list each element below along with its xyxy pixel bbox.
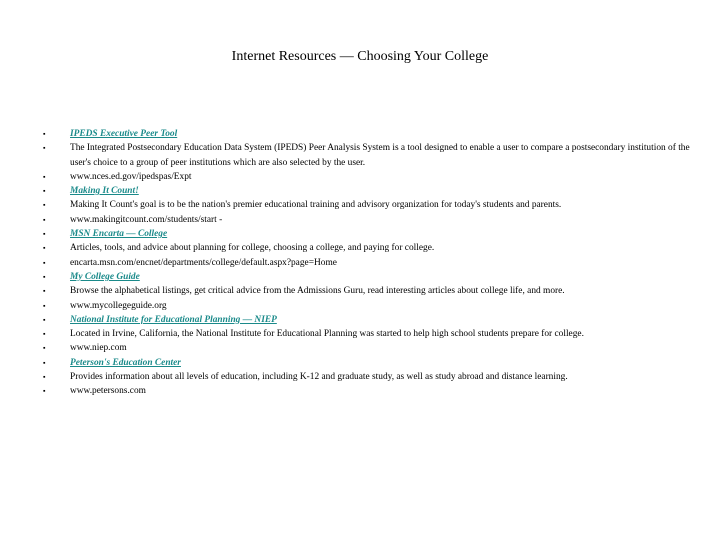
list-item [0, 341, 695, 355]
bullet-icon: ▪ [43, 358, 46, 367]
resource-link[interactable]: IPEDS Executive Peer Tool [70, 129, 178, 139]
resource-link[interactable]: MSN Encarta — College [70, 229, 168, 240]
bullet-icon: ▪ [43, 187, 46, 196]
list-item [0, 213, 695, 227]
resource-link[interactable]: National Institute for Educational Planning — NIEP [70, 314, 277, 325]
list-item [0, 384, 695, 398]
resource-link[interactable]: My College Guide [70, 271, 140, 282]
list-item [0, 198, 695, 212]
resource-url: www.mycollegeguide.org [70, 300, 167, 311]
bullet-icon: ▪ [43, 244, 46, 253]
resource-url: www.niep.com [70, 343, 127, 354]
resource-description: Articles, tools, and advice about planning for college, choosing a college, and paying for college. [70, 243, 435, 254]
list-item [0, 327, 695, 341]
resource-link[interactable]: Peterson's Education Center [70, 357, 181, 368]
resource-url: www.petersons.com [70, 386, 146, 397]
list-item [0, 241, 695, 255]
bullet-icon: ▪ [43, 344, 46, 353]
bullet-icon: ▪ [43, 215, 46, 224]
bullet-icon: ▪ [43, 144, 46, 153]
list-item [0, 284, 695, 298]
resource-description: Making It Count's goal is to be the nation's premier educational training and advisory organization for today's students and parents. [70, 200, 562, 211]
list-item [0, 356, 695, 370]
bullet-icon: ▪ [43, 373, 46, 382]
bullet-icon: ▪ [43, 301, 46, 310]
list-item [0, 227, 695, 241]
list-item [0, 127, 695, 141]
resource-url: www.makingitcount.com/students/start - [70, 214, 223, 225]
resource-description: The Integrated Postsecondary Education Data System (IPEDS) Peer Analysis System is a tool designed to enable a user to compare a postsecondary institution of the user's choice to a group of peer institutions which are also selected by the user. [70, 143, 690, 168]
bullet-icon: ▪ [43, 330, 46, 339]
bullet-icon: ▪ [43, 130, 46, 138]
resource-url: encarta.msn.com/encnet/departments/college/default.aspx?page=Home [70, 257, 337, 268]
list-item [0, 256, 695, 270]
bullet-icon: ▪ [43, 315, 46, 324]
resource-url: www.nces.ed.gov/ipedspas/Expt [70, 171, 192, 182]
list-item [0, 141, 695, 170]
list-item [0, 170, 695, 184]
resource-description: Located in Irvine, California, the National Institute for Educational Planning was started to help high school students prepare for college. [70, 329, 584, 340]
list-item [0, 270, 695, 284]
resource-list [0, 127, 700, 399]
bullet-icon: ▪ [43, 387, 46, 396]
resource-link[interactable]: Making It Count! [70, 186, 139, 197]
bullet-icon: ▪ [43, 172, 46, 181]
bullet-icon: ▪ [43, 258, 46, 267]
page-title: Internet Resources — Choosing Your College [231, 49, 489, 64]
bullet-icon: ▪ [43, 230, 46, 239]
bullet-icon: ▪ [43, 287, 46, 296]
list-item [0, 370, 695, 384]
list-item [0, 299, 695, 313]
resource-description: Browse the alphabetical listings, get critical advice from the Admissions Guru, read interesting articles about college life, and more. [70, 286, 565, 297]
bullet-icon: ▪ [43, 272, 46, 281]
bullet-icon: ▪ [43, 201, 46, 210]
list-item [0, 184, 695, 198]
list-item [0, 313, 695, 327]
resource-description: Provides information about all levels of education, including K-12 and graduate study, as well as study abroad and distance learning. [70, 372, 568, 383]
